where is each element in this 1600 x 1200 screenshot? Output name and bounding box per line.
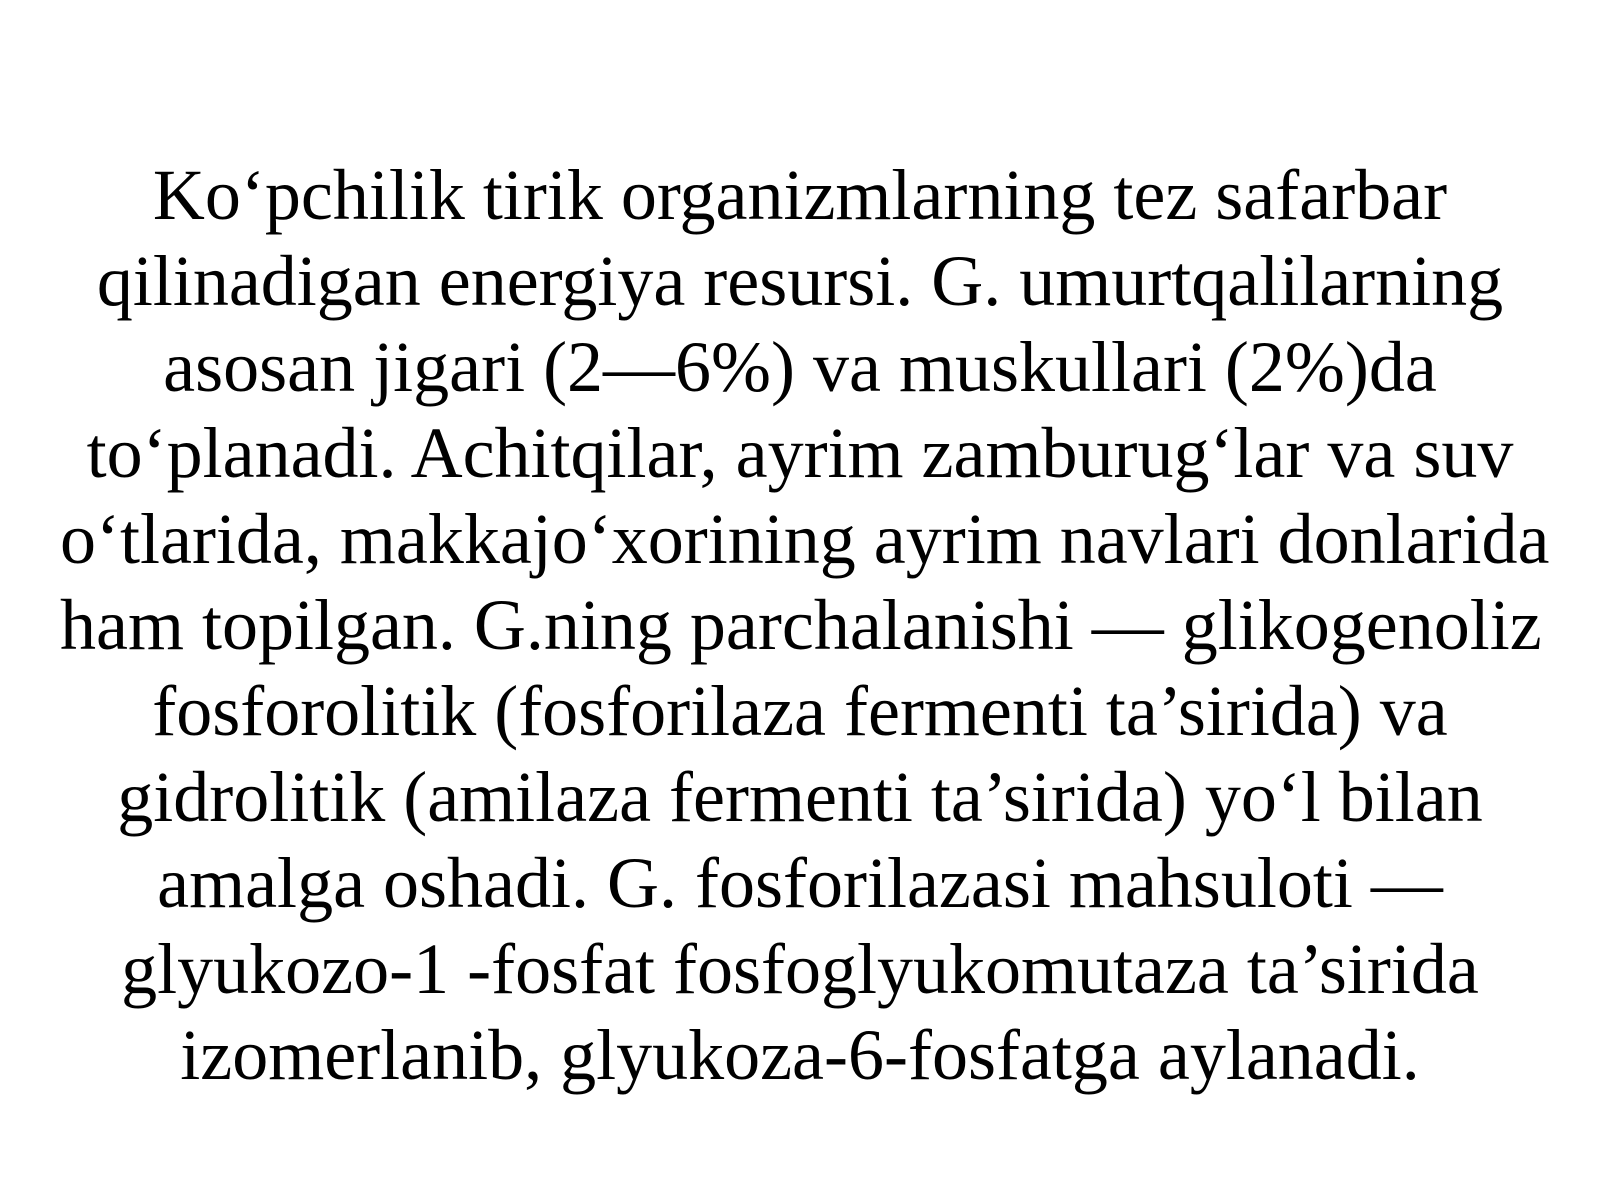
text-line: izomerlanib, glyukoza-6-fosfatga aylanadi. xyxy=(180,1015,1420,1095)
text-line: gidrolitik (amilaza fermenti ta’sirida) yo‘l bilan xyxy=(117,757,1483,837)
text-line: Ko‘pchilik tirik organizmlarning tez safarbar xyxy=(152,155,1448,235)
text-line: to‘planadi. Achitqilar, ayrim zamburug‘lar va suv xyxy=(86,413,1514,493)
text-line: fosforolitik (fosforilaza fermenti ta’sirida) va xyxy=(152,671,1448,751)
text-line: o‘tlarida, makkajo‘xorining ayrim navlari donlarida xyxy=(60,499,1550,579)
text-line: asosan jigari (2—6%) va muskullari (2%)da xyxy=(163,327,1437,407)
text-line: glyukozo-1 -fosfat fosfoglyukomutaza ta’sirida xyxy=(121,929,1479,1009)
text-line: qilinadigan energiya resursi. G. umurtqalilarning xyxy=(96,241,1504,321)
text-line: amalga oshadi. G. fosforilazasi mahsuloti — xyxy=(157,843,1443,923)
body-paragraph xyxy=(60,152,1550,1098)
text-line: ham topilgan. G.ning parchalanishi — glikogenoliz xyxy=(60,585,1542,665)
